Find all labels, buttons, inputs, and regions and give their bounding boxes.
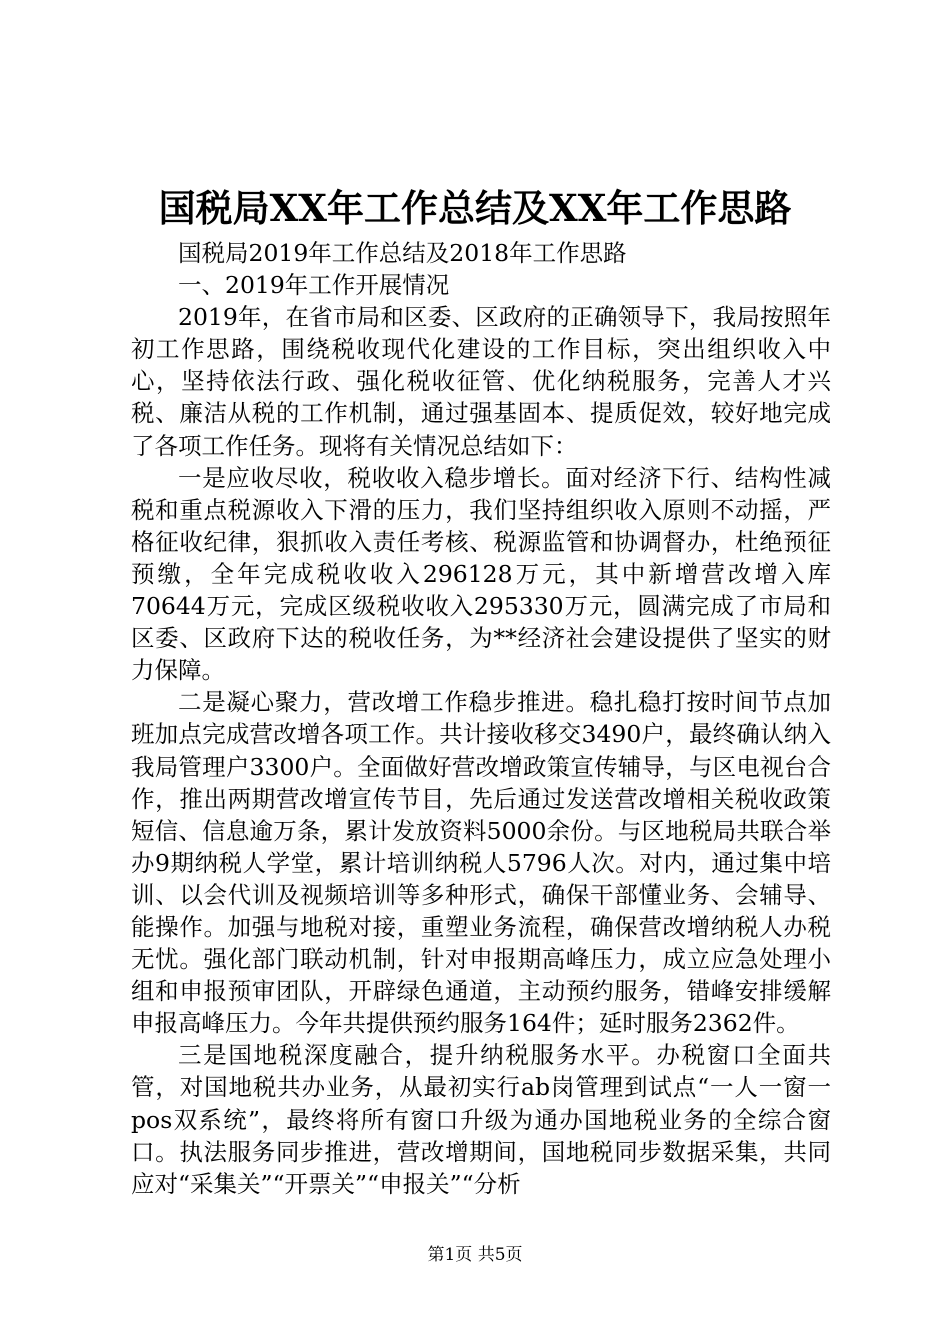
page-footer: 第1页 共5页 bbox=[427, 1245, 523, 1265]
body-paragraph: 一是应收尽收，税收收入稳步增长。面对经济下行、结构性减税和重点税源收入下滑的压力，我们坚持组织收入原则不动摇，严格征收纪律，狠抓收入责任考核、税源监管和协调督办，杜绝预征预缴，全年完成税收收入296128万元，其中新增营改增入库70644万元，完成区级税收收入295330万元，圆满完成了市局和区委、区政府下达的税收任务，为**经济社会建设提供了坚实的财力保障。 bbox=[131, 463, 831, 685]
document-body bbox=[131, 237, 831, 1200]
body-paragraph: 二是凝心聚力，营改增工作稳步推进。稳扎稳打按时间节点加班加点完成营改增各项工作。共计接收移交3490户，最终确认纳入我局管理户3300户。全面做好营改增政策宣传辅导，与区电视台合作，推出两期营改增宣传节目，先后通过发送营改增相关税收政策短信、信息逾万条，累计发放资料5000余份。与区地税局共联合举办9期纳税人学堂，累计培训纳税人5796人次。对内，通过集中培训、以会代训及视频培训等多种形式，确保干部懂业务、会辅导、能操作。加强与地税对接，重塑业务流程，确保营改增纳税人办税无忧。强化部门联动机制，针对申报期高峰压力，成立应急处理小组和申报预审团队，开辟绿色通道，主动预约服务，错峰安排缓解申报高峰压力。今年共提供预约服务164件；延时服务2362件。 bbox=[131, 688, 831, 1038]
body-paragraph: 三是国地税深度融合，提升纳税服务水平。办税窗口全面共管，对国地税共办业务，从最初实行ab岗管理到试点“一人一窗一pos双系统”，最终将所有窗口升级为通办国地税业务的全综合窗口。执法服务同步推进，营改增期间，国地税同步数据采集，共同应对“采集关”“开票关”“申报关”“分析 bbox=[131, 1041, 831, 1198]
page-title: 国税局XX年工作总结及XX年工作思路 bbox=[158, 186, 792, 230]
body-paragraph: 2019年，在省市局和区委、区政府的正确领导下，我局按照年初工作思路，围绕税收现代化建设的工作目标，突出组织收入中心，坚持依法行政、强化税收征管、优化纳税服务，完善人才兴税、廉洁从税的工作机制，通过强基固本、提质促效，较好地完成了各项工作任务。现将有关情况总结如下： bbox=[131, 303, 831, 460]
subtitle-paragraph: 国税局2019年工作总结及2018年工作思路 bbox=[178, 239, 627, 267]
section-heading: 一、2019年工作开展情况 bbox=[178, 271, 450, 300]
